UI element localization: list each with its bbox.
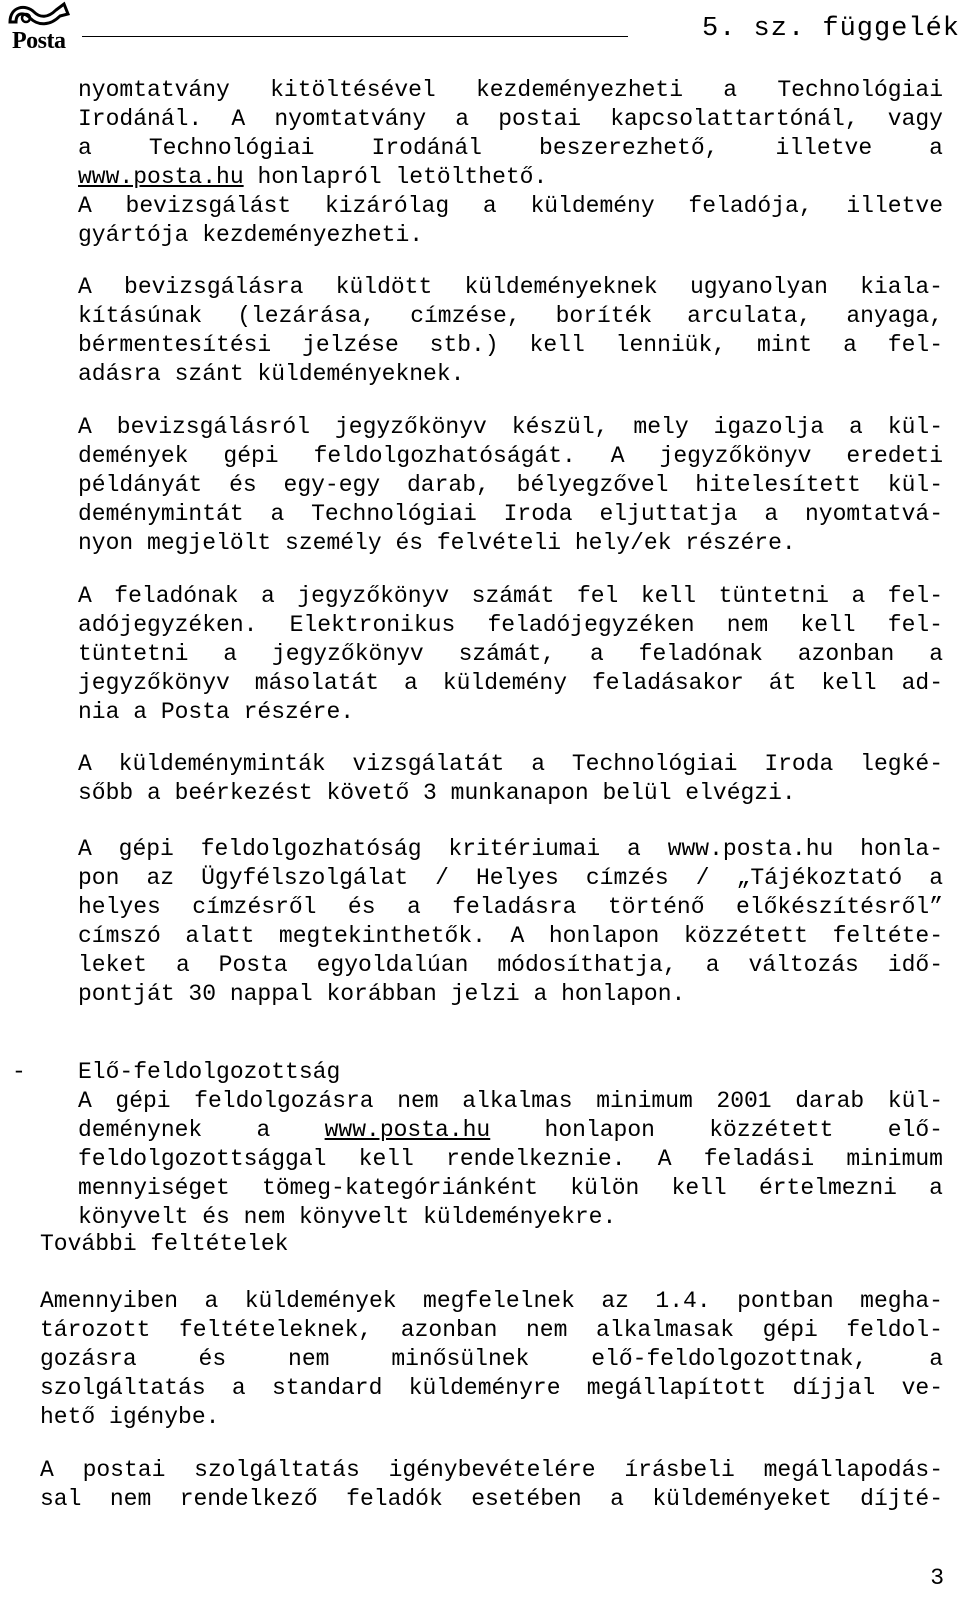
posta-link[interactable]: www.posta.hu: [78, 164, 244, 190]
text-line: adásra szánt küldeményeknek.: [78, 361, 465, 387]
text-line: Amennyiben a küldemények megfelelnek az 1.4. pontban megha-: [40, 1288, 943, 1314]
text-line: nyomtatvány kitöltésével kezdeményezheti a Technológiai: [78, 77, 943, 103]
text-line: tüntetni a jegyzőkönyv számát, a feladónak azonban a: [78, 641, 943, 667]
text-line: adójegyzéken. Elektronikus feladójegyzéken nem kell fel-: [78, 612, 943, 638]
text-line: gozásra és nem minősülnek elő-feldolgozottnak, a: [40, 1346, 943, 1372]
text-line: Irodánál. A nyomtatvány a postai kapcsolattartónál, vagy: [78, 106, 943, 132]
paragraph-9: [40, 1287, 943, 1432]
paragraph-6: [78, 835, 943, 1009]
text-line: www.posta.hu honlapról letölthető.: [78, 164, 548, 190]
header-rule: [82, 36, 628, 37]
text-line: helyes címzésről és a feladásra történő előkészítésről”: [78, 894, 943, 920]
text-line: gyártója kezdeményezheti.: [78, 222, 424, 248]
text-line: jegyzőkönyv másolatát a küldemény feladásakor át kell ad-: [78, 670, 943, 696]
text-line: címszó alatt megtekinthetők. A honlapon közzétett feltéte-: [78, 923, 943, 949]
text-line: A bevizsgálásról jegyzőkönyv készül, mely igazolja a kül-: [78, 414, 943, 440]
paragraph-4: [78, 582, 943, 727]
text-line: példányát és egy-egy darab, bélyegzővel hitelesített kül-: [78, 472, 943, 498]
text-line: deménymintát a Technológiai Iroda eljuttatja a nyomtatvá-: [78, 501, 943, 527]
paragraph-10: [40, 1456, 943, 1514]
paragraph-2: [78, 273, 943, 389]
list-dash: -: [12, 1059, 26, 1085]
text-line: leket a Posta egyoldalúan módosíthatja, a változás idő-: [78, 952, 943, 978]
posta-logo: [4, 0, 74, 62]
text-line: demények gépi feldolgozhatóságát. A jegyzőkönyv eredeti: [78, 443, 943, 469]
text-line: A gépi feldolgozásra nem alkalmas minimum 2001 darab kül-: [78, 1088, 943, 1114]
text-line: sal nem rendelkező feladók esetében a küldeményeket díjté-: [40, 1486, 943, 1512]
text-line: bérmentesítési jelzése stb.) kell lenniük, mint a fel-: [78, 332, 943, 358]
page-number: 3: [930, 1565, 944, 1591]
appendix-title: 5. sz. függelék: [701, 14, 960, 44]
text-line: mennyiséget tömeg-kategóriánként külön kell értelmezni a: [78, 1175, 943, 1201]
text-line: feldolgozottsággal kell rendelkeznie. A feladási minimum: [78, 1146, 943, 1172]
text-line: szolgáltatás a standard küldeményre megállapított díjjal ve-: [40, 1375, 943, 1401]
text-line: deménynek a www.posta.hu honlapon közzétett elő-: [78, 1117, 943, 1143]
text-line: A küldeményminták vizsgálatát a Technológiai Iroda legké-: [78, 751, 943, 777]
paragraph-5: [78, 750, 943, 808]
text-line: A postai szolgáltatás igénybevételére írásbeli megállapodás-: [40, 1457, 943, 1483]
text-line: könyvelt és nem könyvelt küldeményekre.: [78, 1204, 617, 1230]
text-line: kításúnak (lezárása, címzése, boríték arculata, anyaga,: [78, 303, 943, 329]
paragraph-7: [78, 1058, 943, 1232]
text-line: pontját 30 nappal korábban jelzi a honlapon.: [78, 981, 686, 1007]
text-line: a Technológiai Irodánál beszerezhető, illetve a: [78, 135, 943, 161]
text-line: A bevizsgálást kizárólag a küldemény feladója, illetve: [78, 193, 943, 219]
text-line: pon az Ügyfélszolgálat / Helyes címzés / „Tájékoztató a: [78, 865, 943, 891]
paragraph-1: [78, 76, 943, 250]
text-line: sőbb a beérkezést követő 3 munkanapon belül elvégzi.: [78, 780, 796, 806]
item-heading: Elő-feldolgozottság: [78, 1059, 341, 1085]
text-line: hető igénybe.: [40, 1404, 220, 1430]
text-line: A bevizsgálásra küldött küldeményeknek ugyanolyan kiala-: [78, 274, 943, 300]
text-line: A feladónak a jegyzőkönyv számát fel kell tüntetni a fel-: [78, 583, 943, 609]
text-line: nia a Posta részére.: [78, 699, 355, 725]
paragraph-3: [78, 413, 943, 558]
heading-line: További feltételek: [40, 1231, 289, 1257]
text-line: tározott feltételeknek, azonban nem alkalmasak gépi feldol-: [40, 1317, 943, 1343]
logo-wordmark: Posta: [12, 28, 66, 54]
text-line: nyon megjelölt személy és felvételi hely/ek részére.: [78, 530, 796, 556]
posta-link[interactable]: www.posta.hu: [324, 1117, 491, 1143]
text-line: A gépi feldolgozhatóság kritériumai a www.posta.hu honla-: [78, 836, 943, 862]
section-heading: [40, 1230, 943, 1259]
